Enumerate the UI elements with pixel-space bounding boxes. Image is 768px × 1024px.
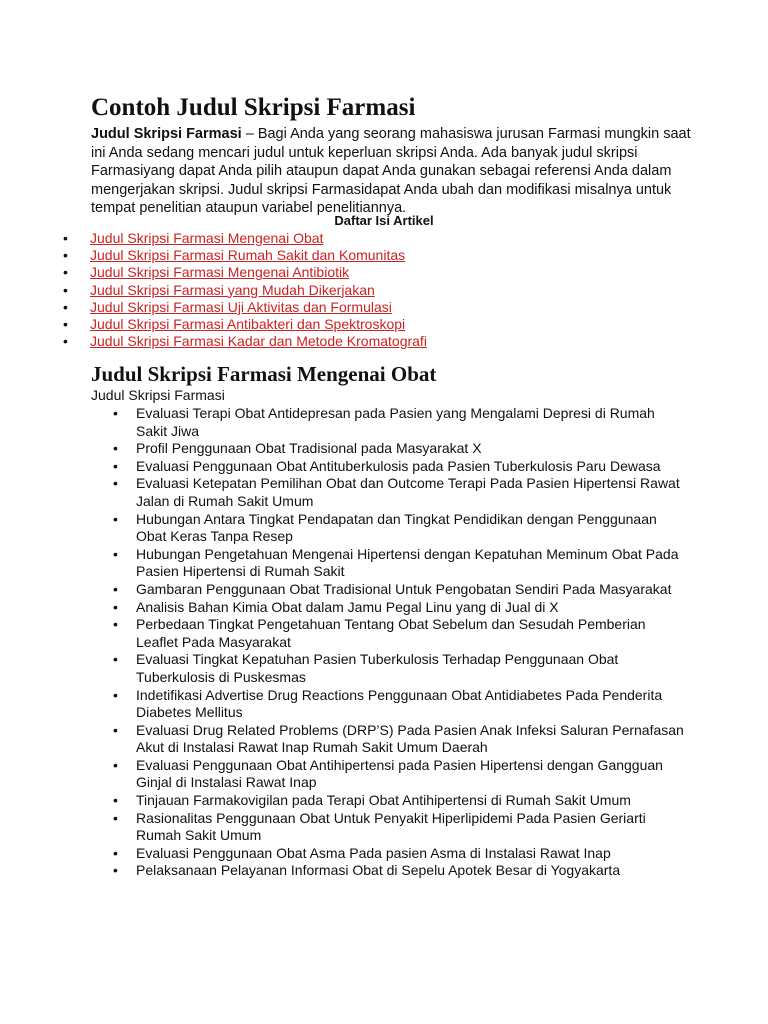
list-item: • Evaluasi Penggunaan Obat Asma Pada pasien Asma di Instalasi Rawat Inap (105, 845, 685, 863)
toc-link-uji-aktivitas[interactable]: Judul Skripsi Farmasi Uji Aktivitas dan Formulasi (90, 298, 392, 315)
list-item: • Evaluasi Drug Related Problems (DRP’S) Pada Pasien Anak Infeksi Saluran Pernafasan Akut di Instalasi Rawat Inap Rumah Sakit Umum Daerah (105, 722, 685, 757)
toc-item (58, 299, 427, 316)
list-item: • Pelaksanaan Pelayanan Informasi Obat di Sepelu Apotek Besar di Yogyakarta (105, 862, 685, 880)
toc-heading: Daftar Isi Artikel (334, 213, 434, 228)
toc-link-antibakteri[interactable]: Judul Skripsi Farmasi Antibakteri dan Spektroskopi (90, 316, 406, 333)
toc-item (58, 316, 427, 333)
list-item: • Gambaran Penggunaan Obat Tradisional Untuk Pengobatan Sendiri Pada Masyarakat (105, 581, 685, 599)
list-item: • Perbedaan Tingkat Pengetahuan Tentang Obat Sebelum dan Sesudah Pemberian Leaflet Pada Masyarakat (105, 616, 685, 651)
list-item: • Hubungan Pengetahuan Mengenai Hipertensi dengan Kepatuhan Meminum Obat Pada Pasien Hipertensi di Rumah Sakit (105, 546, 685, 581)
list-item: • Evaluasi Tingkat Kepatuhan Pasien Tuberkulosis Terhadap Penggunaan Obat Tuberkulosis di Puskesmas (105, 651, 685, 686)
list-item: • Rasionalitas Penggunaan Obat Untuk Penyakit Hiperlipidemi Pada Pasien Geriarti Rumah Sakit Umum (105, 810, 685, 845)
list-item: • Evaluasi Terapi Obat Antidepresan pada Pasien yang Mengalami Depresi di Rumah Sakit Jiwa (105, 405, 685, 440)
toc-link-rumah-sakit[interactable]: Judul Skripsi Farmasi Rumah Sakit dan Komunitas (90, 247, 406, 264)
list-item: • Profil Penggunaan Obat Tradisional pada Masyarakat X (105, 440, 685, 458)
intro-paragraph (91, 125, 691, 218)
list-item: • Evaluasi Ketepatan Pemilihan Obat dan Outcome Terapi Pada Pasien Hipertensi Rawat Jalan di Rumah Sakit Umum (105, 475, 685, 510)
toc-item (58, 230, 427, 247)
intro-bold-term: Judul Skripsi Farmasi (91, 126, 242, 142)
toc-list (58, 230, 427, 350)
page-title: Contoh Judul Skripsi Farmasi (91, 94, 416, 121)
list-item: • Analisis Bahan Kimia Obat dalam Jamu Pegal Linu yang di Jual di X (105, 599, 685, 617)
toc-link-mudah[interactable]: Judul Skripsi Farmasi yang Mudah Dikerjakan (90, 281, 375, 298)
toc-link-antibiotik[interactable]: Judul Skripsi Farmasi Mengenai Antibiotik (90, 264, 350, 281)
section-subheading: Judul Skripsi Farmasi (91, 387, 225, 403)
toc-item (58, 247, 427, 264)
toc-item (58, 333, 427, 350)
toc-item (58, 264, 427, 281)
toc-link-obat[interactable]: Judul Skripsi Farmasi Mengenai Obat (90, 230, 324, 246)
toc-link-kromatografi[interactable]: Judul Skripsi Farmasi Kadar dan Metode Kromatografi (90, 333, 427, 350)
list-item: • Indetifikasi Advertise Drug Reactions Penggunaan Obat Antidiabetes Pada Penderita Diabetes Mellitus (105, 687, 685, 722)
list-item: • Evaluasi Penggunaan Obat Antihipertensi pada Pasien Hipertensi dengan Gangguan Ginjal di Instalasi Rawat Inap (105, 757, 685, 792)
thesis-title-list (105, 405, 685, 880)
toc-item (58, 282, 427, 299)
list-item: • Hubungan Antara Tingkat Pendapatan dan Tingkat Pendidikan dengan Penggunaan Obat Keras Tanpa Resep (105, 511, 685, 546)
section-heading: Judul Skripsi Farmasi Mengenai Obat (91, 362, 437, 386)
list-item: • Tinjauan Farmakovigilan pada Terapi Obat Antihipertensi di Rumah Sakit Umum (105, 792, 685, 810)
intro-text: – Bagi Anda yang seorang mahasiswa jurusan Farmasi mungkin saat ini Anda sedang mencari judul untuk keperluan skripsi Anda. Ada banyak judul skripsi Farmasiyang dapat Anda pilih ataupun dapat Anda gunakan sebagai referensi Anda dalam mengerjakan skripsi. Judul skripsi Farmasidapat Anda ubah dan modifikasi misalnya untuk tempat penelitian ataupun variabel penelitiannya. (91, 126, 691, 216)
list-item: • Evaluasi Penggunaan Obat Antituberkulosis pada Pasien Tuberkulosis Paru Dewasa (105, 458, 685, 476)
